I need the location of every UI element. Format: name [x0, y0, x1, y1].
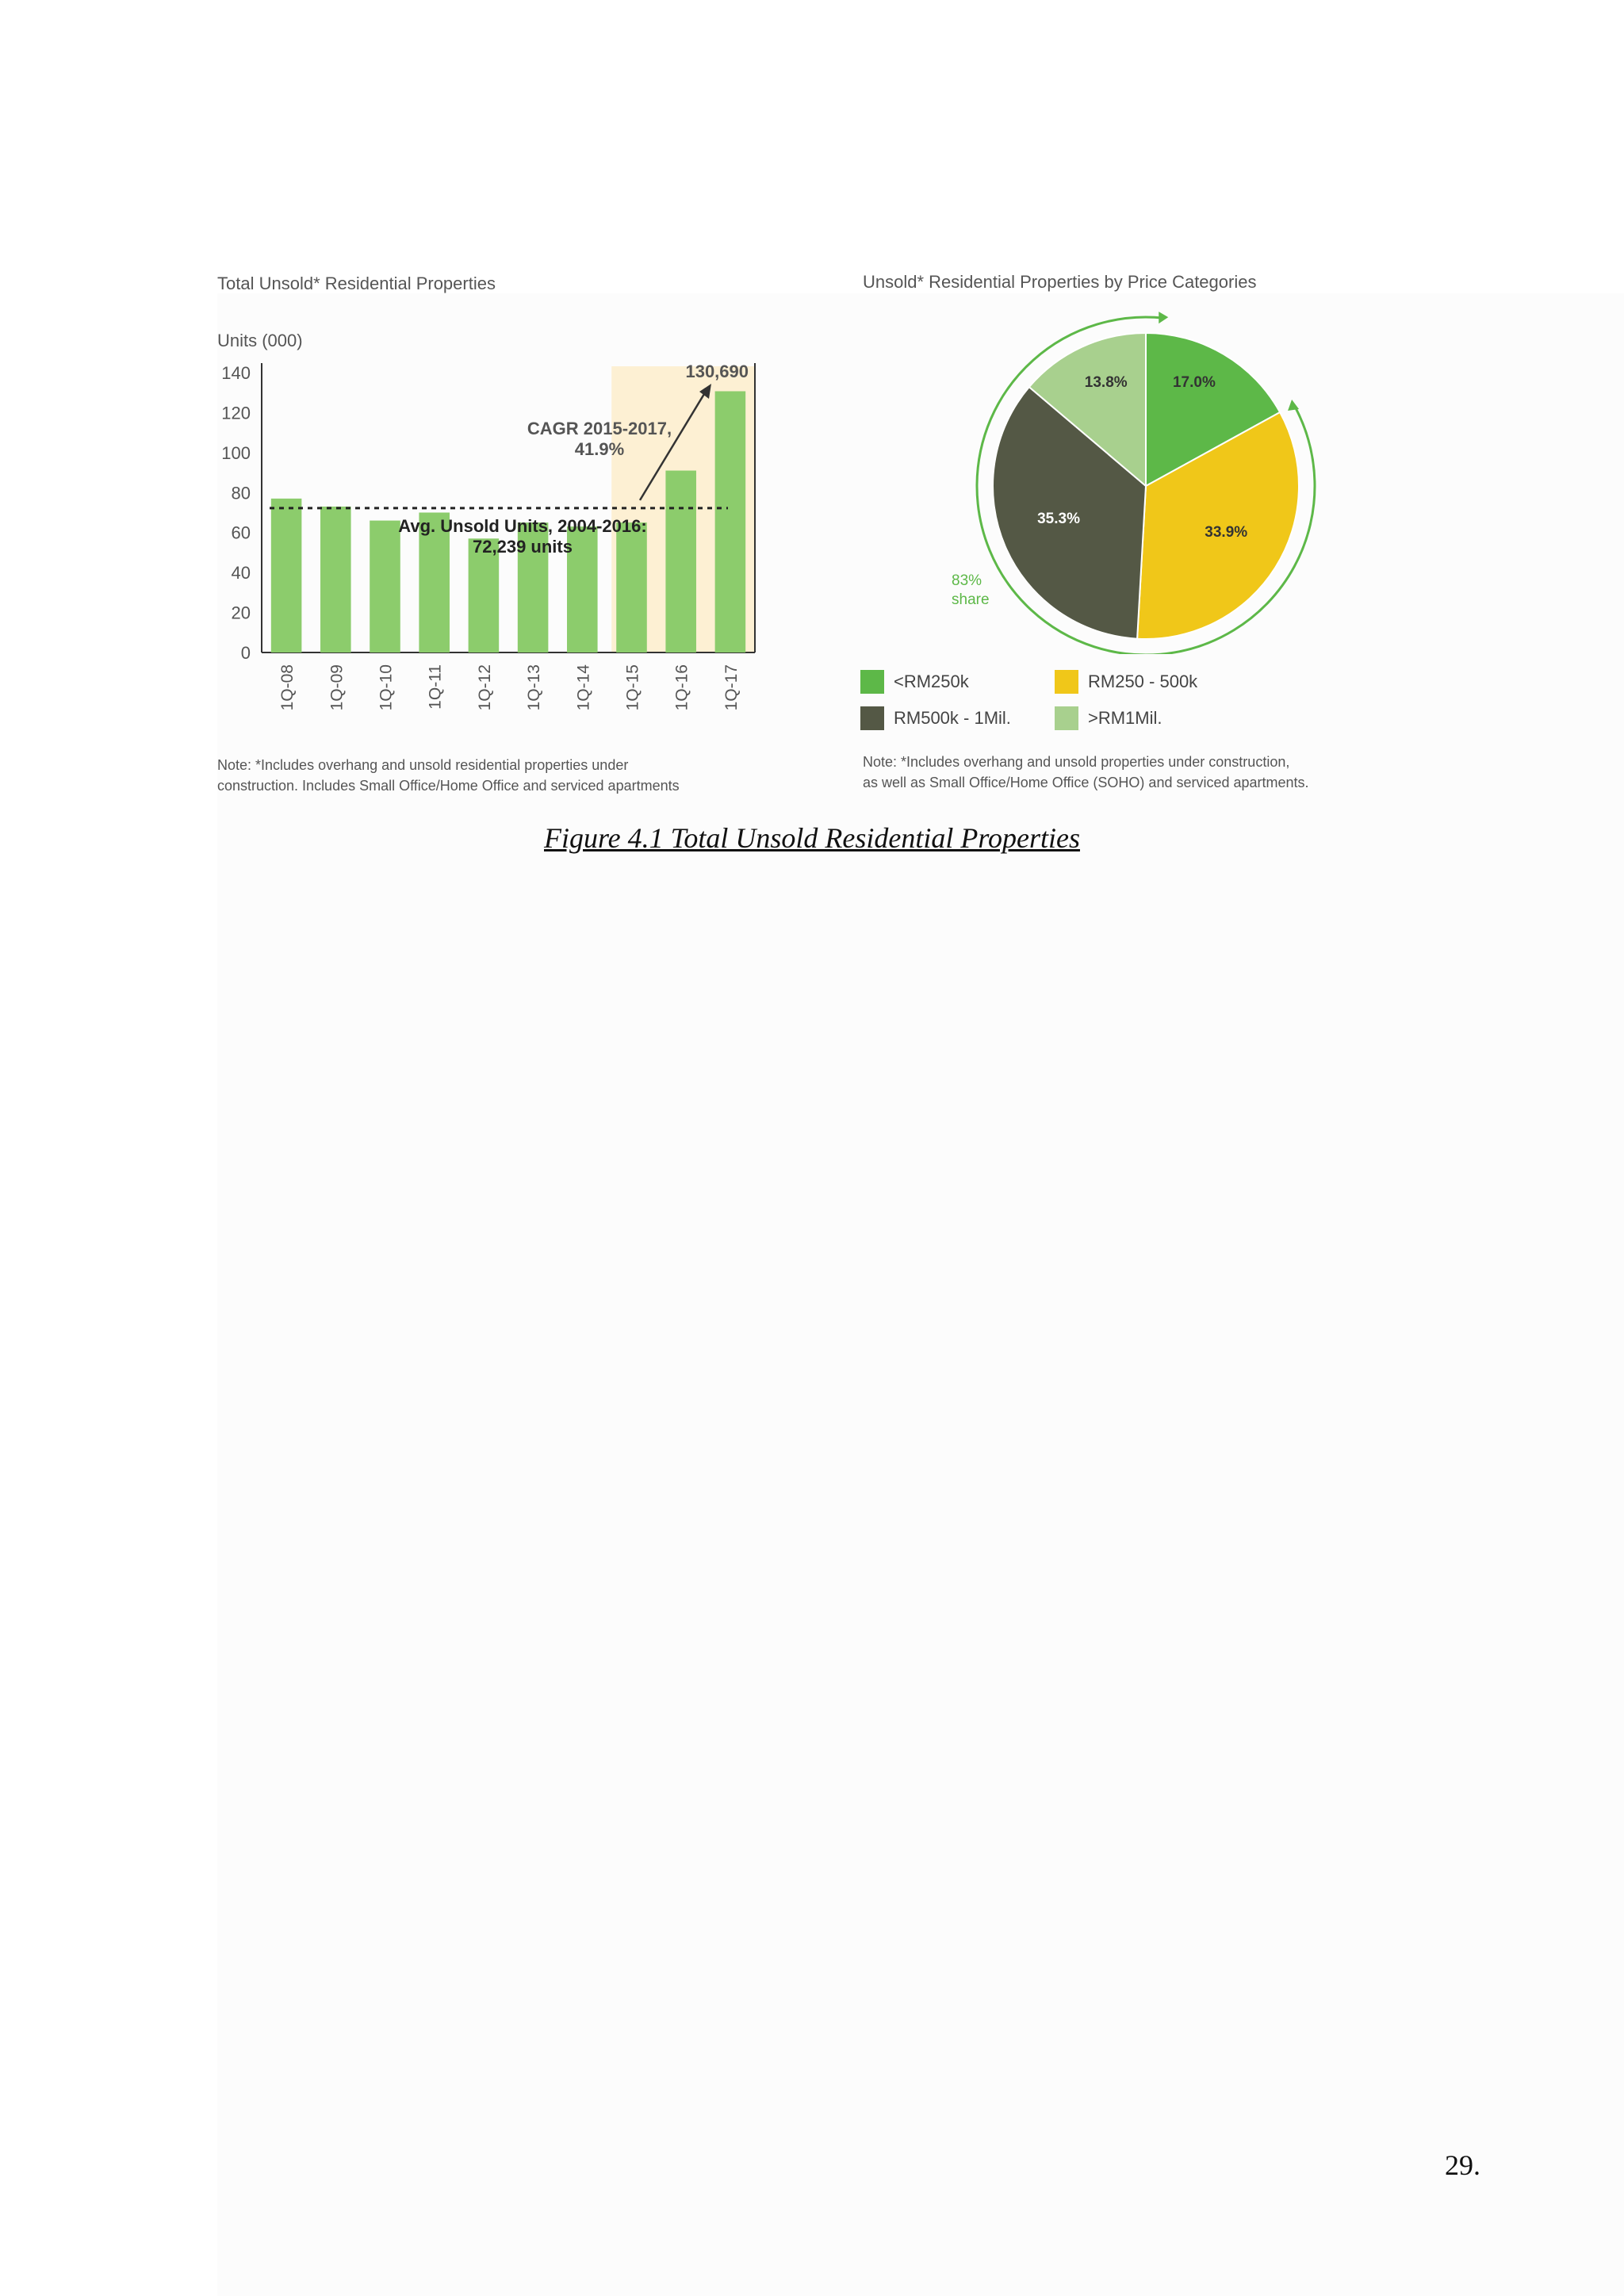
pie-chart-note	[863, 752, 1309, 793]
bar	[715, 391, 746, 652]
pie-slice-label: 35.3%	[1037, 511, 1080, 528]
legend-label: RM500k - 1Mil.	[894, 708, 1011, 728]
share-arc-arrowhead	[1159, 312, 1168, 323]
x-tick-label: 1Q-09	[327, 664, 347, 711]
bar-chart-note-line-2: construction. Includes Small Office/Home Office and serviced apartments	[217, 778, 680, 794]
legend-item-above-rm1mil	[1055, 706, 1162, 730]
pie-slice-label: 17.0%	[1172, 374, 1216, 391]
bar-chart-note-line-1: Note: *Includes overhang and unsold residential properties under	[217, 757, 629, 773]
x-tick-label: 1Q-08	[278, 664, 297, 711]
average-line-label-line: Avg. Unsold Units, 2004-2016:	[398, 515, 647, 536]
price-category-pie-chart	[936, 305, 1332, 654]
legend-swatch	[1055, 706, 1078, 730]
x-tick-label: 1Q-17	[722, 664, 741, 711]
share-annotation-line: share	[952, 591, 990, 608]
legend-swatch	[860, 670, 884, 694]
cagr-label-line: 41.9%	[574, 439, 625, 459]
bar-chart-note	[217, 755, 680, 796]
x-tick-label: 1Q-14	[574, 664, 593, 711]
unsold-units-bar-chart	[209, 317, 780, 745]
pie-slice-label: 33.9%	[1205, 523, 1248, 541]
bar	[616, 522, 647, 652]
cagr-label-line: CAGR 2015-2017,	[527, 419, 672, 438]
y-tick-label: 100	[221, 442, 251, 463]
x-tick-label: 1Q-10	[377, 664, 396, 711]
share-annotation-line: 83%	[952, 572, 982, 589]
average-line-label-line: 72,239 units	[473, 536, 573, 557]
x-tick-label: 1Q-15	[623, 664, 642, 711]
bar	[320, 507, 351, 652]
bar-chart-title: Total Unsold* Residential Properties	[217, 274, 496, 293]
legend-item-rm500k-1mil	[860, 706, 1011, 730]
x-tick-label: 1Q-16	[672, 664, 691, 711]
legend-swatch	[1055, 670, 1078, 694]
legend-item-below-rm250k	[860, 670, 969, 694]
y-tick-label: 0	[240, 643, 251, 663]
legend-label: RM250 - 500k	[1088, 672, 1198, 691]
share-arc-right-arrowhead	[1288, 400, 1299, 411]
y-tick-label: 40	[231, 563, 251, 584]
legend-label: <RM250k	[894, 672, 969, 691]
page-number: 29.	[1445, 2149, 1480, 2181]
last-value-label: 130,690	[685, 362, 749, 381]
pie-chart-note-line-1: Note: *Includes overhang and unsold properties under construction,	[863, 754, 1290, 770]
legend-item-rm250-500k	[1055, 670, 1197, 694]
x-tick-label: 1Q-12	[475, 664, 494, 711]
figure-caption: Figure 4.1 Total Unsold Residential Properties	[544, 822, 1080, 854]
legend-swatch	[860, 706, 884, 730]
y-tick-label: 140	[221, 363, 251, 383]
y-tick-label: 60	[231, 522, 251, 543]
pie-slice-label: 13.8%	[1084, 374, 1128, 391]
pie-chart-title: Unsold* Residential Properties by Price Categories	[863, 272, 1257, 292]
y-axis-label: Units (000)	[217, 331, 303, 350]
bar	[370, 521, 400, 652]
y-tick-label: 80	[231, 483, 251, 503]
legend-label: >RM1Mil.	[1088, 708, 1162, 728]
bar	[665, 471, 696, 652]
x-tick-label: 1Q-13	[525, 664, 544, 711]
x-tick-label: 1Q-11	[426, 664, 445, 710]
pie-legend	[860, 670, 1304, 741]
bar	[271, 499, 302, 652]
y-tick-label: 20	[231, 603, 251, 623]
share-annotation	[952, 572, 990, 608]
y-tick-label: 120	[221, 403, 251, 423]
pie-chart-note-line-2: as well as Small Office/Home Office (SOHO) and serviced apartments.	[863, 775, 1309, 790]
